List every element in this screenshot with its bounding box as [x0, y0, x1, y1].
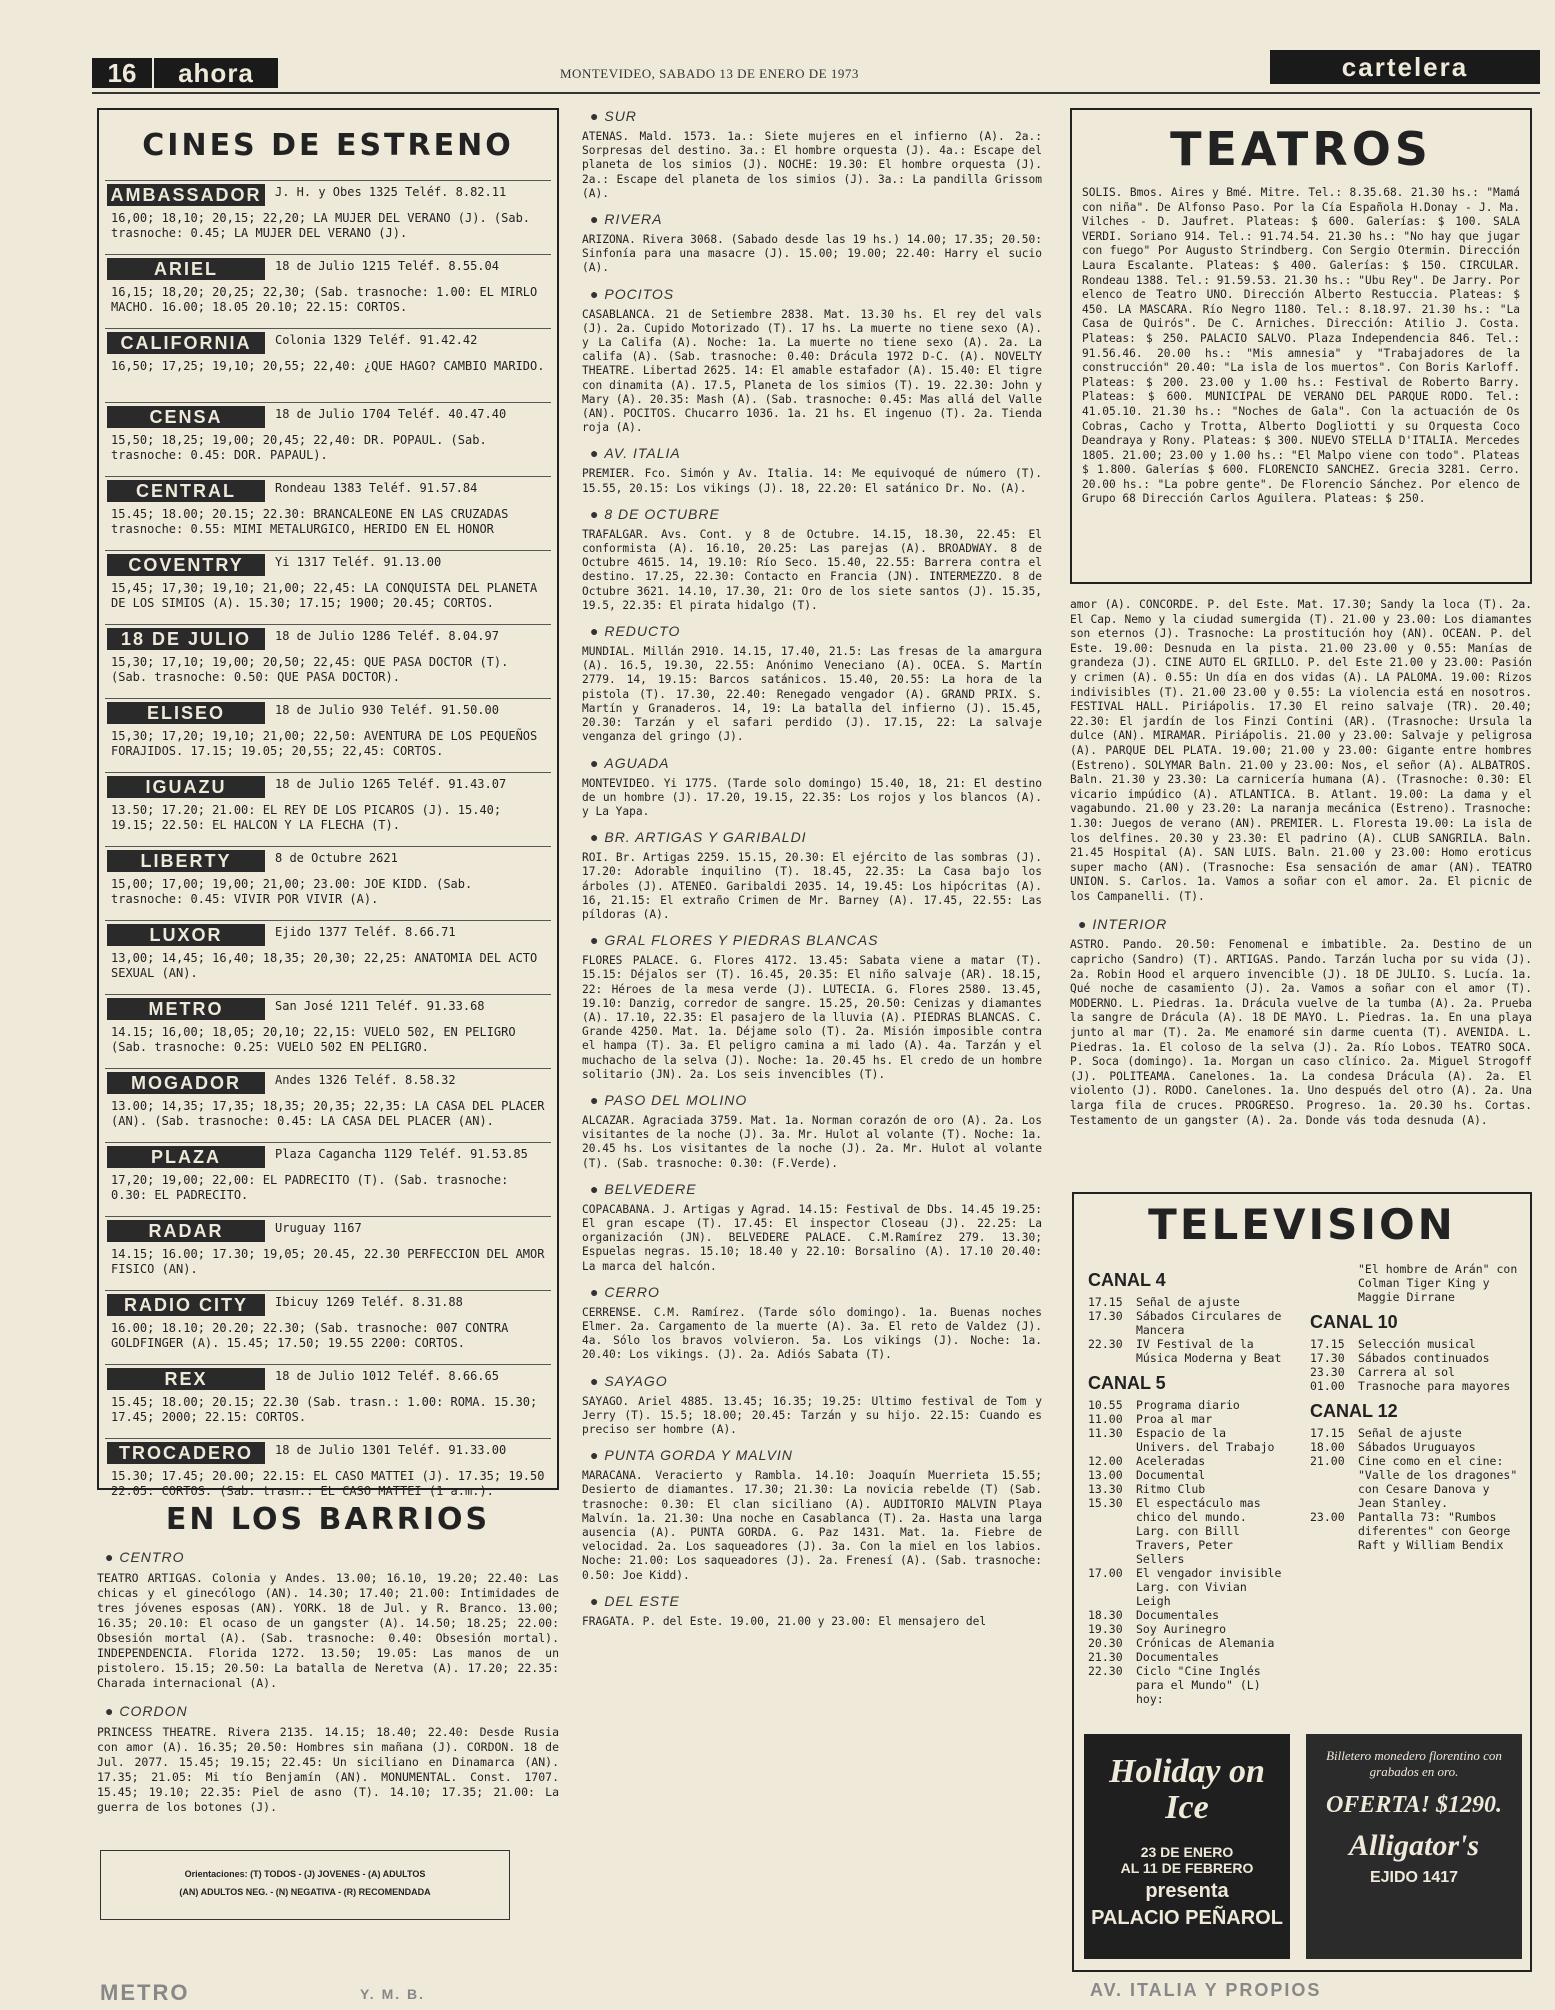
tv-time: 01.00 [1310, 1379, 1345, 1393]
cine-entry [105, 698, 551, 772]
tv-title: Pantalla 73: "Rumbos diferentes" con George Raft y William Bendix [1358, 1510, 1511, 1552]
tv-title: Aceleradas [1136, 1454, 1206, 1468]
tv-title: Espacio de la Univers. del Trabajo [1136, 1426, 1275, 1454]
cine-address: Andes 1326 Teléf. 8.58.32 [275, 1073, 456, 1087]
cine-name: RADAR [107, 1220, 265, 1242]
column-3 [1070, 108, 1532, 1128]
barrio-text: ARIZONA. Rivera 3068. (Sabado desde las 19 hs.) 14.00; 17.35; 20.50: Sinfonía para una masacre (J). 15.00; 19.00; 22.40: Harry el sucio (A). [582, 233, 1042, 275]
tv-program [1088, 1664, 1288, 1706]
holiday-date-1: 23 DE ENERO [1140, 1844, 1234, 1860]
cine-name: CALIFORNIA [107, 332, 265, 354]
legend-line-2: (AN) ADULTOS NEG. - (N) NEGATIVA - (R) RECOMENDADA [179, 1887, 431, 1897]
tv-title: El vengador invisible Larg. con Vivian Leigh [1136, 1566, 1282, 1608]
tv-time: 13.00 [1088, 1468, 1123, 1482]
tv-channel: CANAL 4 [1088, 1270, 1166, 1290]
tv-time: 21.30 [1088, 1650, 1123, 1664]
tv-program [1088, 1622, 1288, 1636]
cine-times: 15.45; 18.00; 20.15; 22.30: BRANCALEONE EN LAS CRUZADAS trasnoche: 0.55: MIMI METALURGICO, HERIDO EN EL HONOR [111, 507, 509, 536]
barrio-text: ROI. Br. Artigas 2259. 15.15, 20.30: El ejército de las sombras (J). 17.20: Adorable inquilino (T). 18.45, 22.35: La Casa bajo los árboles (J). ATENEO. Garibaldi 2035. 14, 19.45: Los hipócritas (A). 16, 21.15: El extraño Crimen de Mr. Barney (A). 17.45, 22.55: Las píldoras (A). [582, 851, 1042, 921]
cine-entry [105, 254, 551, 328]
tv-title: "El hombre de Arán" con Colman Tiger King y Maggie Dirrane [1358, 1262, 1518, 1304]
tv-program [1088, 1482, 1288, 1496]
cine-name: IGUAZU [107, 776, 265, 798]
holiday-venue: PALACIO PEÑAROL [1091, 1907, 1283, 1929]
holiday-title: Holiday on Ice [1109, 1753, 1265, 1826]
tv-time: 15.30 [1088, 1496, 1123, 1510]
cine-entry [105, 846, 551, 920]
tv-title: Trasnoche para mayores [1358, 1379, 1511, 1393]
barrio-text: PREMIER. Fco. Simón y Av. Italia. 14: Me equivoqué de número (T). 15.55, 20.15: Los vikings (J). 18, 22.20: El satánico Dr. No. (A). [582, 467, 1042, 495]
cine-address: San José 1211 Teléf. 91.33.68 [275, 999, 485, 1013]
barrio-text: TRAFALGAR. Avs. Cont. y 8 de Octubre. 14.15, 18.30, 22.45: El conformista (A). 16.10, 20.25: Las parejas (A). BROADWAY. 8 de Octubre 4615. 14, 19.10: Río Seco. 15.40, 22.55: Barrera contra el destino. 17.25, 22.30: Contacto en Francia (JN). INTERMEZZO. 8 de Octubre 3621. 14.10, 17.30, 21: Oro de los siete santos (J). 15.35, 19.5, 22.35: El pirata hidalgo (T). [582, 527, 1042, 612]
cine-entry [105, 920, 551, 994]
cine-entry [105, 1364, 551, 1438]
cine-address: 18 de Julio 930 Teléf. 91.50.00 [275, 703, 499, 717]
cines-list [105, 180, 551, 1512]
tv-program [1088, 1650, 1288, 1664]
tv-title: Soy Aurinegro [1136, 1622, 1227, 1636]
tv-time: 21.00 [1310, 1454, 1345, 1468]
tv-program [1310, 1365, 1520, 1379]
cine-times: 15,30; 17,10; 19,00; 20,50; 22,45: QUE PASA DOCTOR (T). (Sab. trasnoche: 0.50: QUE PASA DOCTOR). [111, 655, 509, 684]
tv-title: Ciclo "Cine Inglés para el Mundo" (L) hoy: [1136, 1664, 1261, 1706]
tv-title: Crónicas de Alemania [1136, 1636, 1275, 1650]
cine-entry [105, 180, 551, 254]
cine-entry [105, 1142, 551, 1216]
tv-time: 23.30 [1310, 1365, 1345, 1379]
cine-times: 16,50; 17,25; 19,10; 20,55; 22,40: ¿QUE HAGO? CAMBIO MARIDO. [111, 359, 545, 373]
tv-program [1088, 1608, 1288, 1622]
tv-time: 20.30 [1088, 1636, 1123, 1650]
rating-legend [100, 1850, 510, 1920]
footer-mid: Y. M. B. [360, 1986, 426, 2002]
tv-program [1310, 1379, 1520, 1393]
holiday-date-2: AL 11 DE FEBRERO [1120, 1860, 1254, 1876]
legend-line-1: Orientaciones: (T) TODOS - (J) JOVENES - (A) ADULTOS [184, 1869, 426, 1879]
interior-heading: ● INTERIOR [1078, 916, 1532, 932]
cine-address: Plaza Cagancha 1129 Teléf. 91.53.85 [275, 1147, 528, 1161]
tv-title: Ritmo Club [1136, 1482, 1206, 1496]
tv-channel: CANAL 5 [1088, 1373, 1166, 1393]
barrios-section [97, 1502, 559, 1815]
tv-time: 17.30 [1310, 1351, 1345, 1365]
cine-times: 14.15; 16,00; 18,05; 20,10; 22,15: VUELO 502, EN PELIGRO (Sab. trasnoche: 0.25: VUELO 502 EN PELIGRO. [111, 1025, 516, 1054]
tv-channel: CANAL 12 [1310, 1401, 1398, 1421]
cine-name: MOGADOR [107, 1072, 265, 1094]
cine-name: 18 DE JULIO [107, 628, 265, 650]
cines-title: CINES DE ESTRENO [142, 128, 514, 163]
cine-name: AMBASSADOR [107, 184, 265, 206]
barrio-text: MUNDIAL. Millán 2910. 14.15, 17.40, 21.5: Las fresas de la amargura (A). 16.5, 19.30, 22.55: Anónimo Veneciano (A). OCEA. S. Martín 2779. 14, 19.15: Barcos satánicos. 15.40, 20.55: La hora de la pistola (T). 17.30, 22.40: Renegado vengador (A). GRAND PRIX. S. Martín y Granaderos. 14, 19: La batalla del infierno (J). 15.45, 20.30: Tarzán y el safari perdido (J). 17.15, 22: La salvaje venganza del gringo (J). [582, 645, 1042, 744]
cine-times: 16.00; 18.10; 20.20; 22.30; (Sab. trasnoche: 007 CONTRA GOLDFINGER (A). 15.45; 17.50; 19.55 2200: CORTOS. [111, 1321, 509, 1350]
tv-time: 10.55 [1088, 1398, 1123, 1412]
barrio-heading: ● PASO DEL MOLINO [590, 1092, 1042, 1108]
tv-time [1310, 1262, 1358, 1304]
barrio-text: COPACABANA. J. Artigas y Agrad. 14.15: Festival de Dbs. 14.45 19.25: El gran escape (T). 17.45: El inspector Closeau (J). 22.25: La organización (JN). BELVEDERE PALACE. C.M.Ramírez 279. 13.30; Espuelas negras. 15.10; 18.40 y 22.10: Borsalino (A). 17.10 20.40: La marca del halcón. [582, 1202, 1042, 1273]
barrio-text: PRINCESS THEATRE. Rivera 2135. 14.15; 18.40; 22.40: Desde Rusia con amor (A). 16.35; 20.50: Hombres sin mañana (J). CORDON. 18 de Jul. 2077. 15.45; 19.15; 22.45: Un siciliano en Dinamarca (AN). 17.35; 21.05: Mi tío Benjamín (AN). MONUMENTAL. Const. 1707. 15.45; 19.10; 22.35: Piel de asno (T). 14.10; 17.35; 21.00: La guerra de los botones (J). [97, 1725, 559, 1814]
cine-name: LUXOR [107, 924, 265, 946]
barrios-title: EN LOS BARRIOS [165, 1502, 491, 1537]
cine-address: 18 de Julio 1704 Teléf. 40.47.40 [275, 407, 507, 421]
cine-name: REX [107, 1368, 265, 1390]
tv-program [1088, 1454, 1288, 1468]
barrio-heading: ● AV. ITALIA [590, 445, 1042, 461]
cine-address: 18 de Julio 1286 Teléf. 8.04.97 [275, 629, 499, 643]
tv-time: 12.00 [1088, 1454, 1123, 1468]
barrio-text: SAYAGO. Ariel 4885. 13.45; 16.35; 19.25: Ultimo festival de Tom y Jerry (T). 15.5; 18.00; 20.45: Tarzán y su hijo. 22.15: Cuando es preciso ser hombre (A). [582, 1394, 1042, 1436]
barrio-text: CASABLANCA. 21 de Setiembre 2838. Mat. 13.30 hs. El rey del vals (J). 2a. Cupido Motorizado (T). 17 hs. La muerte no tiene sexo (A). y La Califa (A). Noche: 1a. La muerte no tiene sexo (A). 2a. La califa (A). (Sab. trasnoche: 0.40: Drácula 1972 D-C. (A). NOVELTY THEATRE. Libertad 2625. 14: El amable estafador (A). 15.40: El tigre con dinamita (A). 17.5, Planeta de los simios (T). 19. 22.30: John y Mary (A). 20.35: Mash (A). (Sab. trasnoche: 0.45: Mas allá del Valle (AN). POCITOS. Chucarro 1036. 1a. 21 hs. El ingenuo (T). 2a. Tienda roja (A). [582, 307, 1042, 435]
barrio-text: ALCAZAR. Agraciada 3759. Mat. 1a. Norman corazón de oro (A). 2a. Los visitantes de la noche (J). 3a. Mr. Hulot al volante (T). Noche: 1a. 20.45 hs. Los visitantes de la noche (J). 2a. Mr. Hulot al volante (T). (Sab. trasnoche: 0.30: (F.Verde). [582, 1113, 1042, 1170]
cine-name: LIBERTY [107, 850, 265, 872]
barrios-list [97, 1549, 559, 1815]
tv-time: 11.00 [1088, 1412, 1123, 1426]
tv-program [1310, 1510, 1520, 1552]
newspaper-brand: ahora [154, 58, 278, 88]
tv-time: 17.15 [1310, 1337, 1345, 1351]
cine-entry [105, 476, 551, 550]
teatros-text: SOLIS. Bmos. Aires y Bmé. Mitre. Tel.: 8.35.68. 21.30 hs.: "Mamá con niña". De Alfonso Paso. Por la Cía Española H.Donay - J. Ma. Vilches - D. Jaufret. Plateas: $ 600. Galerías: $ 100. SALA VERDI. Soriano 914. Tel.: 91.74.54. 21.30 hs.: "No hay que jugar con fuego" Por Augusto Strindberg. Con Sergio Otermin. Dirección Laura Escalante. Plateas: $ 400. Galerías: $ 150. CIRCULAR. Rondeau 1388. Tel.: 91.59.53. 21.30 hs.: "Ubu Rey". De Jarry. Por elenco de Teatro UNO. Dirección Alberto Restuccia. Plateas: $ 450. LA MASCARA. Río Negro 1180. Tel.: 8.18.97. 21.30 hs.: "La Casa de Quirós". De C. Arniches. Dirección: Atilio J. Costa. Plateas: $ 250. PALACIO SALVO. Plaza Independencia 846. Tel.: 91.56.46. 20.00 hs.: "Mis amnesia" y "Trabajadores de la construcción" 20.40: "La isla de los muertos". Con Boris Karloff. Plateas: $ 200. 23.00 y 1.00 hs.: Festival de Roberto Barry. Plateas: $ 600. MUNICIPAL DE VERANO DEL PARQUE RODO. Tel.: 41.05.10. 21.30 hs.: "Noches de Gala". Con la actuación de Os Cobras, Cacho y Trotta, Alberto Dogliotti y su Orquesta Coco Deandraya y Rony. Plateas: $ 300. NUEVO STELLA D'ITALIA. Mercedes 1805. 21.00; 23.00 y 1.00 hs.: "El Malpo viene con todo". Plateas $ 1.800. Galerías $ 600. FLORENCIO SANCHEZ. Grecia 3281. Cerro. 20.00 hs.: "La pobre gente". De Florencio Sánchez. Por elenco de Grupo 68 Dirección Carlos Aguilera. Plateas: $ 250. [1082, 186, 1520, 506]
barrio-heading: ● BELVEDERE [590, 1181, 1042, 1197]
footer-left: METRO [100, 1980, 190, 2005]
cine-times: 16,15; 18,20; 20,25; 22,30; (Sab. trasnoche: 1.00: EL MIRLO MACHO. 16.00; 18.05 20.10; 22.15: CORTOS. [111, 285, 538, 314]
cine-times: 13.00; 14,35; 17,35; 18,35; 20,35; 22,35: LA CASA DEL PLACER (AN). (Sab. trasnoche: 0.45: LA CASA DEL PLACER (AN). [111, 1099, 545, 1128]
tv-title: Documental [1136, 1468, 1206, 1482]
tv-program [1310, 1262, 1520, 1304]
tv-program [1088, 1426, 1288, 1454]
barrio-heading: ● POCITOS [590, 286, 1042, 302]
tv-program [1088, 1496, 1288, 1566]
barrio-heading: ● SUR [590, 108, 1042, 124]
footer-right: AV. ITALIA Y PROPIOS [1090, 1980, 1322, 2000]
cine-times: 15,00; 17,00; 19,00; 21,00; 23.00: JOE KIDD. (Sab. trasnoche: 0.45: VIVIR POR VIVIR (A). [111, 877, 473, 906]
barrio-heading: ● GRAL FLORES Y PIEDRAS BLANCAS [590, 932, 1042, 948]
barrio-text: MARACANA. Veracierto y Rambla. 14.10: Joaquín Muerrieta 15.55; Desierto de diamantes. 17.30; 21.30: La novicia rebelde (T) (Sab. trasnoche: 0.30: El clan siciliano (A). AUDITORIO MALVIN Playa Malvín. 1a. 21.30: Una noche en Casablanca (T). 2a. Hasta una larga ausencia (A). PUNTA GORDA. G. Paz 1431. Mat. 1a. Fiebre de velocidad. 2a. Los saqueadores (J). 3a. Con la miel en los labios. Noche: 21.00: Los saqueadores (J). 2a. Frenesí (A). (Sab. trasnoche: 0.50: Joe Kidd). [582, 1469, 1042, 1582]
tv-program [1310, 1351, 1520, 1365]
cine-name: METRO [107, 998, 265, 1020]
tv-program [1088, 1412, 1288, 1426]
barrio-heading: ● CENTRO [105, 1549, 559, 1565]
cine-name: ARIEL [107, 258, 265, 280]
tv-program [1310, 1337, 1520, 1351]
teatros-title: TEATROS [1170, 122, 1432, 176]
cine-address: Ejido 1377 Teléf. 8.66.71 [275, 925, 456, 939]
tv-right-column [1310, 1262, 1520, 1552]
tv-channel: CANAL 10 [1310, 1312, 1398, 1332]
cine-entry [105, 1438, 551, 1512]
tv-title: Sábados continuados [1358, 1351, 1490, 1365]
cine-name: CENTRAL [107, 480, 265, 502]
cine-entry [105, 1216, 551, 1290]
barrio-heading: ● BR. ARTIGAS Y GARIBALDI [590, 829, 1042, 845]
tv-program [1088, 1398, 1288, 1412]
holiday-presenta: presenta [1145, 1880, 1229, 1902]
barrio-heading: ● SAYAGO [590, 1373, 1042, 1389]
cine-name: PLAZA [107, 1146, 265, 1168]
cine-times: 15.30; 17.45; 20.00; 22.15: EL CASO MATTEI (J). 17.35; 19.50 22.05: CORTOS. (Sab. trasn.: EL CASO MATTEI (1 a.m.). [111, 1469, 545, 1498]
tv-title: Señal de ajuste [1136, 1295, 1240, 1309]
cine-address: 18 de Julio 1215 Teléf. 8.55.04 [275, 259, 499, 273]
barrio-text: FRAGATA. P. del Este. 19.00, 21.00 y 23.00: El mensajero del [582, 1614, 987, 1628]
teatros-box [1070, 108, 1532, 584]
cine-times: 13.50; 17.20; 21.00: EL REY DE LOS PICAROS (J). 15.40; 19.15; 22.50: EL HALCON Y LA FLECHA (T). [111, 803, 502, 832]
dateline: MONTEVIDEO, SABADO 13 DE ENERO DE 1973 [560, 66, 859, 81]
tv-program [1088, 1295, 1288, 1309]
tv-time: 19.30 [1088, 1622, 1123, 1636]
cine-address: Yi 1317 Teléf. 91.13.00 [275, 555, 442, 569]
tv-program [1310, 1454, 1520, 1510]
barrio-text: TEATRO ARTIGAS. Colonia y Andes. 13.00; 16.10, 19.20; 22.40: Las chicas y el ginecólogo (AN). 14.30; 17.40; 21.00: Intimidades de tres jóvenes esposas (AN). YORK. 18 de Jul. y R. Branco. 13.00; 16.35; 20.10: El ocaso de un gangster (A). 14.50; 18.25; 22.00: Obsesión mortal (A). (Sab. trasnoche: 0.40: Obsesión mortal). INDEPENDENCIA. Florida 1272. 13.50; 19.05: Las manos de un pistolero. 15.15; 20.50: La batalla de Neretva (A). 17.20; 22.35: Charada internacional (A). [97, 1571, 559, 1690]
tv-title: Sábados Uruguayos [1358, 1440, 1476, 1454]
cine-name: TROCADERO [107, 1442, 265, 1464]
cine-name: CENSA [107, 406, 265, 428]
cine-name: COVENTRY [107, 554, 265, 576]
tv-program [1088, 1337, 1288, 1365]
cines-box [97, 108, 559, 1498]
barrio-heading: ● AGUADA [590, 755, 1042, 771]
cine-times: 15,30; 17,20; 19,10; 21,00; 22,50: AVENTURA DE LOS PEQUEÑOS FORAJIDOS. 17.15; 19.05; 20,55; 22,45: CORTOS. [111, 729, 538, 758]
cine-address: Ibicuy 1269 Teléf. 8.31.88 [275, 1295, 463, 1309]
tv-title: Selección musical [1358, 1337, 1476, 1351]
tv-program [1088, 1309, 1288, 1337]
cine-times: 14.15; 16.00; 17.30; 19,05; 20.45, 22.30 PERFECCION DEL AMOR FISICO (AN). [111, 1247, 545, 1276]
cine-times: 13,00; 14,45; 16,40; 18,35; 20,30; 22,25: ANATOMIA DEL ACTO SEXUAL (AN). [111, 951, 538, 980]
tv-time: 22.30 [1088, 1664, 1123, 1678]
barrio-heading: ● DEL ESTE [590, 1593, 1042, 1609]
page-number: 16 [92, 58, 152, 88]
alligators-address: EJIDO 1417 [1369, 1869, 1459, 1886]
cine-times: 16,00; 18,10; 20,15; 22,20; LA MUJER DEL VERANO (J). (Sab. trasnoche: 0.45; LA MUJER DEL VERANO (J). [111, 211, 531, 240]
barrio-heading: ● RIVERA [590, 211, 1042, 227]
tv-left-column [1088, 1262, 1288, 1706]
interior-text: ASTRO. Pando. 20.50: Fenomenal e imbatible. 2a. Destino de un capricho (Sandro) (T). ARTIGAS. Pando. Tarzán lucha por su vida (J). 2a. Robin Hood el arquero invencible (J). 18 DE JULIO. S. Lucía. 1a. Qué noche de casamiento (J). 2a. Vamos a soñar con el amor (T). MODERNO. L. Piedras. 1a. Drácula vuelve de la tumba (A). 2a. Prueba la sangre de Drácula (A). 18 DE MAYO. L. Piedras. 1a. En una playa junto al mar (T). 2a. Me enamoré sin darme cuenta (T). AVENIDA. L. Piedras. 1a. El coloso de la selva (J). 2a. Río Lobos. TEATRO SOCA. P. Soca (domingo). 1a. Morgan un caso clínico. 2a. Miguel Strogoff (J). POLITEAMA. Canelones. 1a. La condesa Drácula (A). 2a. El violento (J). RODO. Canelones. 1a. Uno después del otro (A). 2a. Una larga fila de cruces. PROGRESO. Progreso. 1a. 20.30 hs. Cortas. Testamento de un gangster (A). 2a. Donde vás toda desnuda (A). [1070, 938, 1532, 1127]
tv-time: 17.15 [1088, 1295, 1123, 1309]
tv-time: 17.00 [1088, 1566, 1123, 1580]
alligators-text: Billetero monedero florentino con grabados en oro. [1326, 1748, 1502, 1779]
tv-time: 18.30 [1088, 1608, 1123, 1622]
tv-time: 11.30 [1088, 1426, 1123, 1440]
tv-program [1088, 1636, 1288, 1650]
barrio-heading: ● CERRO [590, 1284, 1042, 1300]
cine-entry [105, 550, 551, 624]
barrio-heading: ● REDUCTO [590, 623, 1042, 639]
cine-address: Uruguay 1167 [275, 1221, 362, 1235]
tv-program [1310, 1426, 1520, 1440]
alligators-brand: Alligator's [1348, 1829, 1480, 1862]
tv-title: Documentales [1136, 1650, 1220, 1664]
tv-title: Documentales [1136, 1608, 1220, 1622]
barrio-heading: ● CORDON [105, 1703, 559, 1719]
cine-times: 15.45; 18.00; 20.15; 22.30 (Sab. trasn.: 1.00: ROMA. 15.30; 17.45; 2000; 22.15: CORTOS. [111, 1395, 538, 1424]
cine-address: Colonia 1329 Teléf. 91.42.42 [275, 333, 478, 347]
cine-entry [105, 1290, 551, 1364]
cine-entry [105, 994, 551, 1068]
tv-time: 13.30 [1088, 1482, 1123, 1496]
cine-entry [105, 624, 551, 698]
tv-time: 17.15 [1310, 1426, 1345, 1440]
cine-address: 18 de Julio 1265 Teléf. 91.43.07 [275, 777, 507, 791]
tv-program [1088, 1468, 1288, 1482]
cine-entry [105, 1068, 551, 1142]
cine-address: J. H. y Obes 1325 Teléf. 8.82.11 [275, 185, 507, 199]
television-box [1072, 1192, 1532, 1972]
tv-time: 22.30 [1088, 1337, 1123, 1351]
alligators-ad [1306, 1734, 1522, 1959]
tv-time: 17.30 [1088, 1309, 1123, 1323]
cine-address: 18 de Julio 1301 Teléf. 91.33.00 [275, 1443, 507, 1457]
cine-address: 8 de Octubre 2621 [275, 851, 398, 865]
cine-times: 15,45; 17,30; 19,10; 21,00; 22,45: LA CONQUISTA DEL PLANETA DE LOS SIMIOS (A). 15.30; 17.15; 1900; 20.45; CORTOS. [111, 581, 538, 610]
cine-times: 15,50; 18,25; 19,00; 20,45; 22,40: DR. POPAUL. (Sab. trasnoche: 0.45: DOR. PAPAUL). [111, 433, 487, 462]
tv-time: 18.00 [1310, 1440, 1345, 1454]
barrio-heading: ● 8 DE OCTUBRE [590, 506, 1042, 522]
cine-entry [105, 772, 551, 846]
column-2 [582, 108, 1042, 1629]
header-rule [92, 92, 1540, 94]
television-title: TELEVISION [1148, 1200, 1456, 1249]
alligators-offer: OFERTA! $1290. [1325, 1792, 1503, 1818]
cine-entry [105, 328, 551, 402]
tv-title: Proa al mar [1136, 1412, 1213, 1426]
holiday-on-ice-ad [1084, 1734, 1290, 1959]
cine-entry [105, 402, 551, 476]
tv-title: Programa diario [1136, 1398, 1240, 1412]
barrio-text: FLORES PALACE. G. Flores 4172. 13.45: Sabata viene a matar (T). 15.15: Déjalos ser (T). 16.45, 20.35: El niño salvaje (AR). 18.15, 22: Héroes de la mesa verde (J). LUTECIA. G. Flores 2580. 13.45, 19.10: Danzig, corredor de sangre. 15.25, 20.50: Cenizas y diamantes (A). 17.10, 22.35: El pasajero de la lluvia (A). PIEDRAS BLANCAS. C. Grande 4250. Mat. 1a. Déjame solo (T). 2a. Misión imposible contra el hampa (T). 3a. El peligro camina a mi lado (A). 4a. Tarzán y el muchacho de la selva (J). Noche: 1a. 20.45 hs. El credo de un hombre solitario (JN). 2a. Los seis invencibles (T). [582, 954, 1042, 1081]
tv-time: 23.00 [1310, 1510, 1345, 1524]
barrio-heading: ● PUNTA GORDA Y MALVIN [590, 1447, 1042, 1463]
tv-title: El espectáculo mas chico del mundo. Larg. con Billl Travers, Peter Sellers [1136, 1496, 1261, 1566]
barrio-text: MONTEVIDEO. Yi 1775. (Tarde solo domingo) 15.40, 18, 21: El destino de un hombre (J). 17.20, 19.15, 22.35: Los rojos y los blancos (A). y La Yapa. [582, 776, 1042, 818]
barrio-text: ATENAS. Mald. 1573. 1a.: Siete mujeres en el infierno (A). 2a.: Sorpresas del destino. 3a.: El hombre orquesta (J). 4a.: Escape del planeta de los simios (J). NOCHE: 19.30: El hombre orquesta (J). 2a.: Escape del planeta de los simios (J). 3a.: La pandilla Grissom (A). [582, 130, 1042, 200]
cine-times: 17,20; 19,00; 22,00: EL PADRECITO (T). (Sab. trasnoche: 0.30: EL PADRECITO. [111, 1173, 509, 1202]
tv-program [1310, 1440, 1520, 1454]
cine-name: RADIO CITY [107, 1294, 265, 1316]
barrio-text: CERRENSE. C.M. Ramírez. (Tarde sólo domingo). 1a. Buenas noches Elmer. 2a. Cargamento de la muerte (A). 3a. El reto de Valdez (J). 4a. Sólo los bravos volvieron. 5a. Los vikings (J). Noche: 1a. 20.40: Los vikings. (J). 2a. Adiós Sabata (T). [582, 1305, 1042, 1362]
cine-address: Rondeau 1383 Teléf. 91.57.84 [275, 481, 478, 495]
tv-title: IV Festival de la Música Moderna y Beat [1136, 1337, 1282, 1365]
tv-title: Carrera al sol [1358, 1365, 1455, 1379]
tv-title: Cine como en el cine: "Valle de los dragones" con Cesare Danova y Jean Stanley. [1358, 1454, 1518, 1510]
tv-program [1088, 1566, 1288, 1608]
tv-title: Sábados Circulares de Mancera [1136, 1309, 1282, 1337]
col3-text: amor (A). CONCORDE. P. del Este. Mat. 17.30; Sandy la loca (T). 2a. El Cap. Nemo y la ciudad sumergida (T). 21.00 y 23.00: Los diamantes son eternos (J). Trasnoche: La prostitución hoy (AN). OCEAN. P. del Este. 19.00: Desnuda en la pista. 21.00 23.00 y 0.55: Manías de grandeza (J). CINE AUTO EL GRILLO. P. del Este 21.00 y 23.00: Pasión y crimen (A). 0.55: Un día en dos vidas (A). LA PALOMA. 19.00: Rizos indivisibles (T). 21.00 23.00 y 0.55: La violencia está en nosotros. FESTIVAL HALL. Piriápolis. 17.30 El reino salvaje (TR). 20.40; 22.30: El jardín de los Finzi Contini (AR). (Trasnoche: Ursula la dulce (AN). MIRAMAR. Piriápolis. 21.00 y 23.00: Salvaje y peligrosa (A). PARQUE DEL PLATA. 19.00; 21.00 y 23.00: Gigante entre hombres (Estreno). SOLYMAR Baln. 21.00 y 23.00: Nos, el señor (A). ALBATROS. Baln. 21.30 y 23.30: La carnicería humana (A). (Trasnoche: 0.30: El vicario impúdico (A). ATLANTICA. B. Atlant. 19.00: La dama y el vagabundo. 21.00 y 23.20: La naranja mecánica (Estreno). Trasnoche: 1.30: Juegos de verano (AN). PREMIER. L. Floresta 19.00: La isla de los delfines. 20.30 y 23.30: El padrino (A). CLUB SANGRILA. Baln. 21.45 Hospital (A). SAN LUIS. Baln. 21.00 y 23.00: Homo eroticus super macho (AN). (Trasnoche: Esa sensación de amar (AN). TEATRO UNION. S. Carlos. 1a. Vamos a soñar con el amor. 2a. El picnic de los Campanelli. (T). [1070, 598, 1532, 903]
section-title: cartelera [1270, 50, 1540, 84]
cine-address: 18 de Julio 1012 Teléf. 8.66.65 [275, 1369, 499, 1383]
tv-title: Señal de ajuste [1358, 1426, 1462, 1440]
cine-name: ELISEO [107, 702, 265, 724]
